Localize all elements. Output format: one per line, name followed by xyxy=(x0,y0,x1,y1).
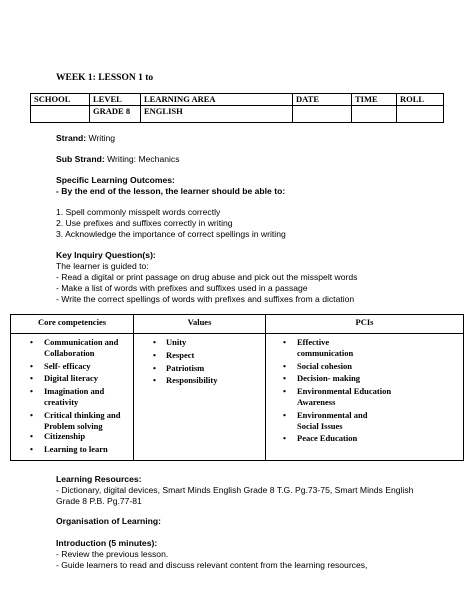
outcomes-intro: - By the end of the lesson, the learner should be able to: xyxy=(56,186,286,196)
bullet-icon: • xyxy=(30,431,33,442)
values-cell xyxy=(134,334,266,461)
competency-body-row xyxy=(11,334,464,461)
info-header-row xyxy=(31,94,444,106)
inquiry-heading: Key Inquiry Question(s): xyxy=(56,250,156,260)
inquiry-item: - Write the correct spellings of words with prefixes and suffixes from a dictation xyxy=(56,294,355,304)
header-values: Values xyxy=(134,315,266,334)
bullet-icon: • xyxy=(283,373,286,384)
sub-strand-line xyxy=(56,154,180,165)
bullet-icon: • xyxy=(30,337,33,347)
bullet-icon: • xyxy=(30,409,33,420)
organisation-heading: Organisation of Learning: xyxy=(56,516,162,526)
list-item: • Effective communication xyxy=(283,337,354,358)
list-item: • Environmental Education Awareness xyxy=(283,386,392,407)
inquiry-intro: The learner is guided to: xyxy=(56,261,149,271)
header-core-competencies: Core competencies xyxy=(11,315,134,334)
core-competencies-cell xyxy=(11,334,134,461)
bullet-icon: • xyxy=(153,362,156,373)
list-item: • Critical thinking and Problem solving xyxy=(30,409,121,431)
week-title: WEEK 1: LESSON 1 to xyxy=(56,73,154,83)
value-roll xyxy=(397,106,444,123)
value-time xyxy=(352,106,397,123)
bullet-icon: • xyxy=(283,360,286,371)
bullet-icon: • xyxy=(30,373,33,384)
competency-header-row xyxy=(11,315,464,334)
header-date: DATE xyxy=(293,94,352,106)
organisation-section xyxy=(56,516,161,527)
core-competencies-list xyxy=(11,337,133,455)
header-learning-area: LEARNING AREA xyxy=(141,94,293,106)
outcomes-heading: Specific Learning Outcomes: xyxy=(56,175,175,185)
bullet-icon: • xyxy=(153,337,156,347)
strand-value: Writing xyxy=(86,133,116,143)
outcome-item: 2. Use prefixes and suffixes correctly in writing xyxy=(56,218,233,228)
outcome-item: 1. Spell commonly misspelt words correctly xyxy=(56,207,221,217)
bullet-icon: • xyxy=(30,444,33,455)
bullet-icon: • xyxy=(153,349,156,360)
list-item: • Unity xyxy=(153,337,187,347)
outcomes-list xyxy=(56,207,286,240)
bullet-icon: • xyxy=(30,360,33,371)
inquiry-section xyxy=(56,250,357,305)
introduction-item: - Guide learners to read and discuss relevant content from the learning resources, xyxy=(56,560,368,570)
outcome-item: 3. Acknowledge the importance of correct spellings in writing xyxy=(56,229,286,239)
resources-text: - Dictionary, digital devices, Smart Minds English Grade 8 T.G. Pg.73-75, Smart Minds English Grade 8 P.B. Pg.77-81 xyxy=(56,485,414,506)
value-learning-area: ENGLISH xyxy=(141,106,293,123)
bullet-icon: • xyxy=(153,375,156,386)
introduction-heading: Introduction (5 minutes): xyxy=(56,538,158,548)
header-level: LEVEL xyxy=(90,94,141,106)
introduction-section xyxy=(56,538,456,571)
list-item: • Imagination and creativity xyxy=(30,386,105,407)
strand-label: Strand: xyxy=(56,133,87,143)
header-roll: ROLL xyxy=(397,94,444,106)
header-time: TIME xyxy=(352,94,397,106)
list-item: • Learning to learn xyxy=(30,444,108,455)
list-item: • Peace Education xyxy=(283,433,358,444)
value-level: GRADE 8 xyxy=(90,106,141,123)
outcomes-section xyxy=(56,175,285,197)
list-item: • Decision- making xyxy=(283,373,361,384)
value-date xyxy=(293,106,352,123)
info-table xyxy=(30,93,444,123)
sub-strand-label: Sub Strand: xyxy=(56,154,105,164)
bullet-icon: • xyxy=(283,337,286,347)
bullet-icon: • xyxy=(283,433,286,444)
header-pcis: PCIs xyxy=(266,315,464,334)
resources-heading: Learning Resources: xyxy=(56,474,142,484)
header-school: SCHOOL xyxy=(31,94,90,106)
competency-table xyxy=(10,314,464,461)
list-item: • Self- efficacy xyxy=(30,360,91,371)
list-item: • Citizenship xyxy=(30,431,86,442)
pcis-cell xyxy=(266,334,464,461)
introduction-item: - Review the previous lesson. xyxy=(56,549,169,559)
list-item: • Digital literacy xyxy=(30,373,99,384)
list-item: • Environmental and Social Issues xyxy=(283,409,368,431)
list-item: • Social cohesion xyxy=(283,360,353,371)
bullet-icon: • xyxy=(283,386,286,397)
list-item: • Respect xyxy=(153,349,195,360)
sub-strand-value: Writing: Mechanics xyxy=(104,154,180,164)
pcis-list xyxy=(266,337,463,444)
bullet-icon: • xyxy=(30,386,33,397)
bullet-icon: • xyxy=(283,409,286,420)
inquiry-item: - Make a list of words with prefixes and suffixes used in a passage xyxy=(56,283,308,293)
list-item: • Communication and Collaboration xyxy=(30,337,119,358)
inquiry-item: - Read a digital or print passage on drug abuse and pick out the misspelt words xyxy=(56,272,358,282)
info-value-row xyxy=(31,106,444,123)
list-item: • Patriotism xyxy=(153,362,205,373)
value-school xyxy=(31,106,90,123)
values-list xyxy=(134,337,265,386)
list-item: • Responsibility xyxy=(153,375,218,386)
strand-line xyxy=(56,133,115,144)
resources-section xyxy=(56,474,426,507)
